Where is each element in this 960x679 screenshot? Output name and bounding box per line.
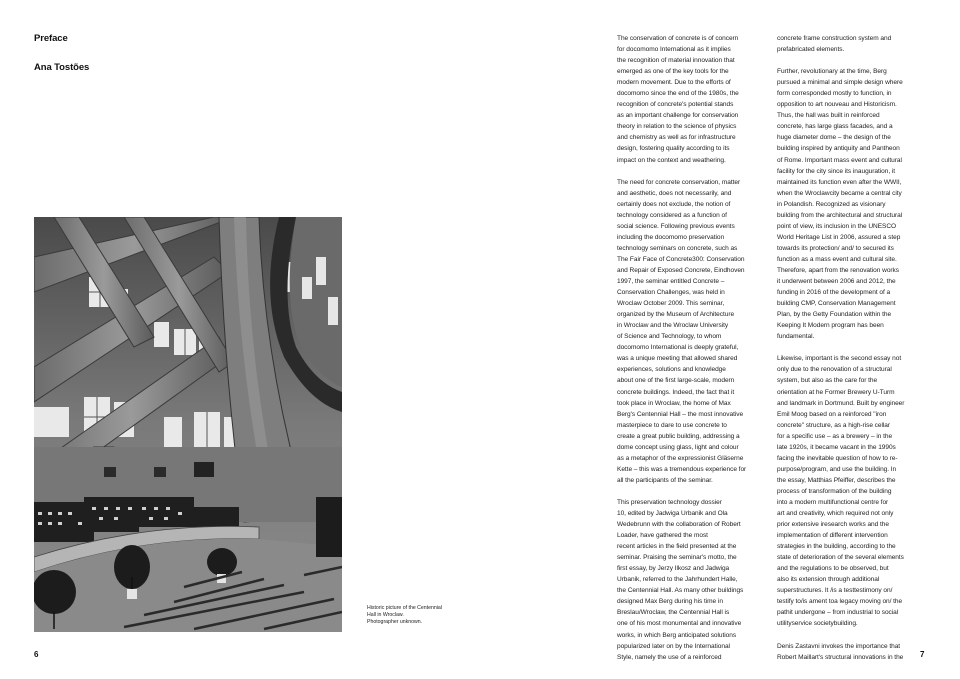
page-number-right: 7 bbox=[920, 650, 925, 659]
text-line: impact on the context and weathering. bbox=[617, 156, 726, 164]
text-line: fundamental. bbox=[777, 333, 815, 341]
text-line: building CMP, Conservation Management bbox=[777, 300, 896, 308]
text-line: building inspired by antiquity and Pantheon bbox=[777, 145, 900, 153]
text-line: concrete frame construction system and bbox=[777, 35, 892, 42]
figure-caption bbox=[367, 605, 477, 626]
text-line: dome concept using glass, light and colour bbox=[617, 443, 739, 451]
text-line: testify to/is ament toa legacy moving on/ the bbox=[777, 598, 903, 606]
text-line: Style, namely the use of a reinforced bbox=[617, 653, 722, 661]
text-line: Plan, by the Getty Foundation within the bbox=[777, 311, 892, 319]
text-line: towards its protection/ and/ to secured its bbox=[777, 244, 894, 252]
text-line: technology seminars on concrete, such as bbox=[617, 244, 738, 252]
text-line: experiences, solutions and knowledge bbox=[617, 366, 726, 374]
text-line: as an important challenge for conservation bbox=[617, 112, 739, 120]
text-line: works, in which Berg anticipated solutions bbox=[617, 631, 737, 639]
paragraph bbox=[777, 353, 935, 629]
text-line: in Polandish. Recognized as visionary bbox=[777, 200, 886, 208]
author-name: Ana Tostões bbox=[34, 62, 90, 73]
text-line: point of view, its inclusion in the UNESCO bbox=[777, 222, 897, 230]
text-line: the Centennial Hall. As many other buildings bbox=[617, 587, 744, 595]
text-line: Emil Moog based on a reinforced "iron bbox=[777, 410, 887, 418]
text-line: as a metaphor of the expressionist Gläserne bbox=[617, 454, 744, 462]
section-title: Preface bbox=[34, 33, 68, 44]
text-line: concrete" structure, as a high-rise cellar bbox=[777, 421, 891, 429]
text-line: funding in 2016 of the development of a bbox=[777, 289, 891, 297]
text-line: Robert Maillart's structural innovations in the bbox=[777, 653, 904, 661]
text-line: create a great public building, addressing a bbox=[617, 432, 740, 440]
text-line: only due to the renovation of a structural bbox=[777, 366, 892, 374]
text-line: function as a mass event and cultural site. bbox=[777, 255, 897, 263]
text-line: took place in Wroclaw, the home of Max bbox=[617, 399, 731, 407]
text-line: docomomo since the end of the 1980s, the bbox=[617, 90, 739, 98]
text-line: Wedebrunn with the collaboration of Robert bbox=[617, 521, 741, 529]
text-line: Berg's Centennial Hall – the most innovative bbox=[617, 410, 744, 418]
photo-centennial-hall-interior-icon bbox=[34, 217, 342, 632]
text-line: modern movement. Due to the efforts of bbox=[617, 79, 731, 87]
text-line: social science. Following previous events bbox=[617, 222, 735, 230]
paragraph bbox=[617, 497, 775, 663]
text-line: art and creativity, which required not only bbox=[777, 510, 894, 518]
text-line: into a modern multifunctional centre for bbox=[777, 498, 889, 506]
paragraph-gap bbox=[617, 486, 775, 497]
text-line: pursued a minimal and simple design where bbox=[777, 79, 903, 87]
text-line: implementation of different intervention bbox=[777, 532, 888, 540]
text-line: all the participants of the seminar. bbox=[617, 476, 713, 484]
text-line: huge diameter dome – the design of the bbox=[777, 134, 891, 142]
text-line: theory in relation to the science of physics bbox=[617, 123, 737, 131]
text-line: late 1920s, it became vacant in the 1990s bbox=[777, 443, 896, 451]
text-line: in Wroclaw and the Wroclaw University bbox=[617, 322, 729, 330]
paragraph bbox=[777, 66, 935, 342]
text-line: process of transformation of the building bbox=[777, 487, 892, 495]
paragraph-gap bbox=[617, 166, 775, 177]
caption-line: Photographer unknown. bbox=[367, 619, 423, 625]
text-line: World Heritage List in 2006, assured a step bbox=[777, 233, 901, 241]
text-line: designed Max Berg during his time in bbox=[617, 598, 723, 606]
text-line: the essay, Matthias Pfeiffer, describes the bbox=[777, 476, 896, 484]
text-line: The need for concrete conservation, matter bbox=[617, 178, 741, 186]
text-line: certainly does not exclude, the notion of bbox=[617, 200, 731, 208]
text-line: system, but also as the care for the bbox=[777, 377, 878, 385]
text-line: The conservation of concrete is of concern bbox=[617, 35, 739, 42]
text-line: and the regulations to be observed, but bbox=[777, 565, 889, 573]
text-line: prior extensive iresearch works and the bbox=[777, 521, 889, 529]
paragraph-gap bbox=[777, 630, 935, 641]
text-line: including the docomomo preservation bbox=[617, 233, 725, 241]
text-line: Breslau/Wroclaw, the Centennial Hall is bbox=[617, 609, 730, 617]
text-line: pathit undergone – from industrial to social bbox=[777, 609, 899, 617]
text-line: maintained its function even after the WWII, bbox=[777, 178, 902, 186]
text-line: Thus, the hall was built in reinforced bbox=[777, 112, 880, 120]
text-column-1 bbox=[617, 33, 775, 663]
paragraph-gap bbox=[777, 342, 935, 353]
text-line: state of deterioration of the several elements bbox=[777, 554, 904, 562]
text-line: prefabricated elements. bbox=[777, 46, 845, 54]
text-column-2 bbox=[777, 33, 935, 663]
text-line: about one of the first large-scale, modern bbox=[617, 377, 735, 385]
text-line: of Rome. Important mass event and cultural bbox=[777, 156, 902, 164]
text-line: when the Wroclawcity became a central city bbox=[777, 189, 902, 197]
text-line: The Fair Face of Concrete300: Conservation bbox=[617, 255, 745, 263]
text-line: docomomo International is deeply grateful, bbox=[617, 344, 739, 352]
text-line: Conservation Challenges, was held in bbox=[617, 289, 725, 297]
caption-line: Historic picture of the Centennial bbox=[367, 605, 442, 611]
text-line: building from the architectural and structural bbox=[777, 211, 903, 219]
text-line: emerged as one of the key tools for the bbox=[617, 68, 729, 76]
text-line: popularized later on by the International bbox=[617, 642, 730, 650]
text-line: strategies in the building, according to the bbox=[777, 543, 896, 551]
text-line: and chemistry as well as for infrastructure bbox=[617, 134, 736, 142]
text-line: was a unique meeting that allowed shared bbox=[617, 355, 738, 363]
text-line: of Science and Technology, to whom bbox=[617, 333, 722, 341]
text-line: superstructures. It /is a testtestimony on/ bbox=[777, 587, 893, 595]
text-line: 10, edited by Jadwiga Urbanik and Ola bbox=[617, 510, 728, 518]
text-line: technology considered as a function of bbox=[617, 211, 727, 219]
text-line: opposition to art nouveau and Historicism. bbox=[777, 101, 897, 109]
text-line: Further, revolutionary at the time, Berg bbox=[777, 68, 887, 76]
text-line: facility for the city since its inauguration, it bbox=[777, 167, 896, 175]
text-line: Keeping It Modern program has been bbox=[777, 322, 884, 330]
text-line: 1997, the seminar entitled Concrete – bbox=[617, 278, 725, 286]
text-line: concrete buildings. Indeed, the fact that it bbox=[617, 388, 735, 396]
text-line: for a specific use – as a brewery – in the bbox=[777, 432, 893, 440]
text-line: utilityservice societybuilding. bbox=[777, 620, 858, 628]
paragraph bbox=[617, 33, 775, 166]
text-line: facing the inevitable question of how to re- bbox=[777, 454, 898, 462]
text-line: masterpiece to dare to use concrete to bbox=[617, 421, 727, 429]
text-line: for docomomo International as it implies bbox=[617, 46, 731, 54]
caption-line: Hall in Wroclaw. bbox=[367, 612, 404, 618]
paragraph bbox=[617, 177, 775, 486]
text-line: it underwent between 2006 and 2012, the bbox=[777, 278, 896, 286]
text-line: design, fostering quality according to its bbox=[617, 145, 730, 153]
text-line: and Repair of Exposed Concrete, Eindhoven bbox=[617, 266, 745, 274]
paragraph-gap bbox=[777, 55, 935, 66]
text-line: also its extension through additional bbox=[777, 576, 880, 584]
page-number-left: 6 bbox=[34, 650, 39, 659]
text-line: and aesthetic, does not necessarily, and bbox=[617, 189, 732, 197]
text-line: recognition of concrete's potential stands bbox=[617, 101, 734, 109]
text-line: recent articles in the field presented at the bbox=[617, 543, 737, 551]
text-line: Kette – this was a tremendous experience for bbox=[617, 465, 747, 473]
text-line: Wroclaw October 2009. This seminar, bbox=[617, 300, 725, 308]
paragraph bbox=[777, 641, 935, 663]
text-line: the recognition of material innovation that bbox=[617, 57, 735, 65]
text-line: Denis Zastavni invokes the importance that bbox=[777, 642, 901, 650]
text-line: Loader, have gathered the most bbox=[617, 532, 708, 540]
text-line: Urbanik, referred to the Jahrhundert Halle, bbox=[617, 576, 738, 584]
text-line: form corresponded mostly to function, in bbox=[777, 90, 892, 98]
text-line: one of his most monumental and innovative bbox=[617, 620, 742, 628]
text-line: organized by the Museum of Architecture bbox=[617, 311, 735, 319]
centennial-hall-photo bbox=[34, 217, 342, 632]
text-line: This preservation technology dossier bbox=[617, 498, 722, 506]
text-line: and landmark in Dortmund. Built by engineer bbox=[777, 399, 905, 407]
text-line: Therefore, apart from the renovation works bbox=[777, 266, 899, 274]
text-line: first essay, by Jerzy Ilkosz and Jadwiga bbox=[617, 565, 730, 573]
text-line: Likewise, important is the second essay not bbox=[777, 355, 902, 363]
text-line: orientation at he Former Brewery U-Turm bbox=[777, 388, 895, 396]
text-line: concrete, has large glass facades, and a bbox=[777, 123, 893, 131]
text-line: seminar. Praising the seminar's motto, the bbox=[617, 554, 737, 562]
paragraph bbox=[777, 33, 935, 55]
text-line: purpose/program, and use the building. In bbox=[777, 465, 897, 473]
